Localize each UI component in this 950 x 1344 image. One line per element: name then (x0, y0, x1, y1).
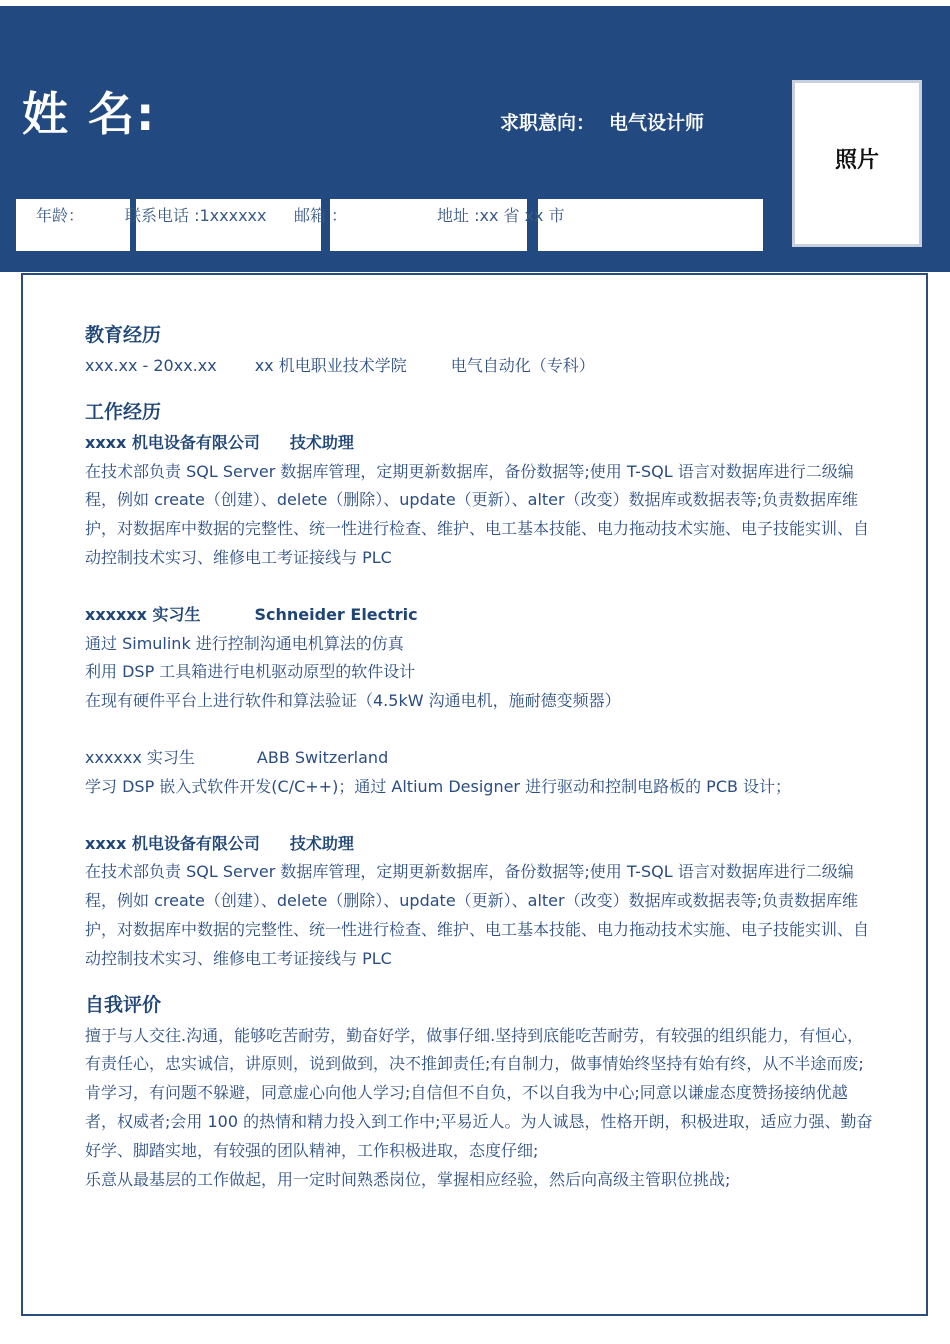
info-age: 年龄： (36, 206, 85, 225)
job-line: 通过 Simulink 进行控制沟通电机算法的仿真 (85, 633, 404, 653)
job-line: 学习 DSP 嵌入式软件开发(C/C++)；通过 Altium Designer 进行驱动和控制电路板的 PCB 设计； (85, 776, 792, 796)
name-label: 姓 名: (22, 87, 157, 141)
job-company: xxxxxx 实习生 (85, 747, 195, 767)
job-company: xxxxxx 实习生 (85, 604, 201, 624)
resume-content (85, 318, 885, 1194)
education-school: xx 机电职业技术学院 (254, 356, 407, 375)
job-header (85, 744, 885, 773)
info-phone: 联系电话 :1xxxxxx (125, 206, 267, 225)
info-address: 地址 :xx 省 xx 市 (437, 206, 565, 225)
job-header (85, 429, 885, 458)
education-major: 电气自动化（专科） (450, 356, 595, 375)
objective-label: 求职意向： (500, 112, 596, 134)
job-objective (500, 108, 704, 135)
job-description: 在技术部负责 SQL Server 数据库管理，定期更新数据库，备份数据等;使用 T-SQL 语言对数据库进行二级编程，例如 create（创建）、delete（删除）、update（更新）、alter（改变）数据库或数据表等;负责数据库维护，对数据库中数据的完整性、统一性进行检查、维护、电工基本技能、电力拖动技术实施、电子技能实训、自动控制技术实习、维修电工考证接线与 PLC (85, 461, 870, 567)
education-period: xxx.xx - 20xx.xx (85, 356, 217, 375)
self-eval-text-2: 乐意从最基层的工作做起，用一定时间熟悉岗位，掌握相应经验，然后向高级主管职位挑战; (85, 1169, 731, 1189)
job-description: 在技术部负责 SQL Server 数据库管理，定期更新数据库，备份数据等;使用 T-SQL 语言对数据库进行二级编程，例如 create（创建）、delete（删除）、update（更新）、alter（改变）数据库或数据表等;负责数据库维护，对数据库中数据的完整性、统一性进行检查、维护、电工基本技能、电力拖动技术实施、电子技能实训、自动控制技术实习、维修电工考证接线与 PLC (85, 862, 870, 968)
self-eval-title: 自我评价 (85, 993, 162, 1016)
info-box-address (538, 199, 763, 251)
self-eval-text: 擅于与人交往.沟通，能够吃苦耐劳，勤奋好学，做事仔细.坚持到底能吃苦耐劳，有较强的组织能力，有恒心，有责任心，忠实诚信，讲原则，说到做到，决不推卸责任;有自制力，做事情始终坚持有始有终，从不半途而废;肯学习，有问题不躲避，同意虚心向他人学习;自信但不自负，不以自我为中心;同意以谦虚态度赞扬接纳优越者，权威者;会用 100 的热情和精力投入到工作中;平易近人。为人诚恳，性格开朗，积极进取，适应力强、勤奋好学、脚踏实地，有较强的团队精神，工作积极进取，态度仔细; (85, 1025, 873, 1160)
job-line: 在现有硬件平台上进行软件和算法验证（4.5kW 沟通电机，施耐德变频器） (85, 691, 621, 711)
job-company: xxxx 机电设备有限公司 (85, 432, 260, 452)
education-title: 教育经历 (85, 324, 162, 346)
job-role: Schneider Electric (254, 604, 418, 624)
job-role: 技术助理 (289, 833, 354, 853)
job-line: 利用 DSP 工具箱进行电机驱动原型的软件设计 (85, 662, 416, 682)
objective-value: 电气设计师 (609, 112, 705, 134)
education-row (85, 352, 885, 381)
work-title: 工作经历 (85, 400, 162, 423)
job-header (85, 830, 885, 859)
photo-label: 照片 (834, 148, 879, 173)
photo-placeholder (792, 80, 922, 247)
job-role: 技术助理 (289, 432, 354, 452)
job-header (85, 601, 885, 630)
job-role: ABB Switzerland (256, 747, 389, 767)
info-email: 邮箱 ： (294, 206, 348, 225)
job-company: xxxx 机电设备有限公司 (85, 833, 260, 853)
